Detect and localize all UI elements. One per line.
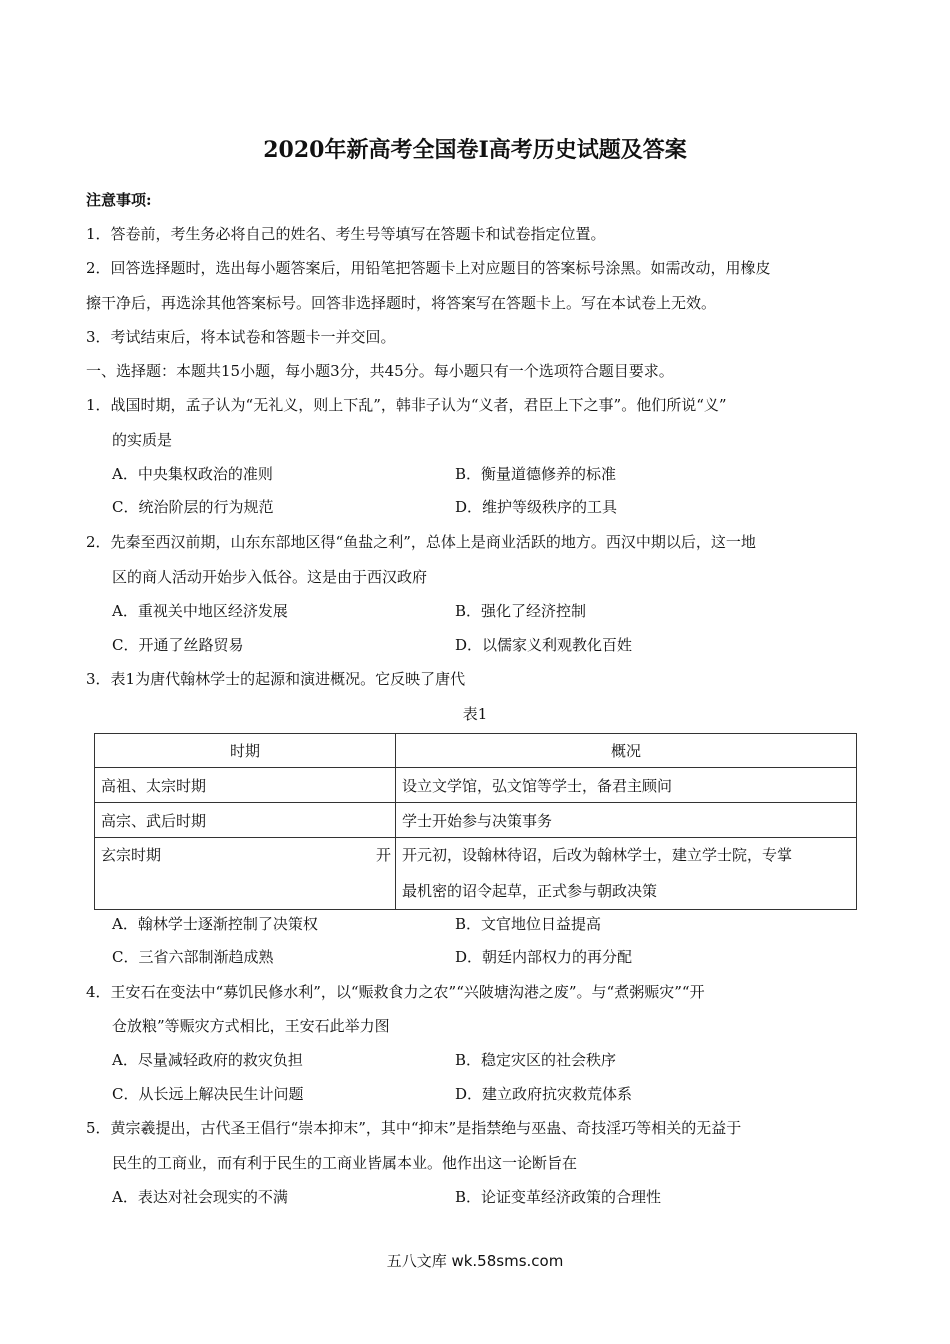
option-d: D．以儒家义利观教化百姓 — [455, 636, 633, 654]
table-cell-summary — [396, 838, 857, 910]
note-item: 3．考试结束后，将本试卷和答题卡一并交回。 — [86, 328, 396, 346]
option-a: A．中央集权政治的准则 — [112, 465, 273, 483]
option-b: B．强化了经济控制 — [455, 602, 587, 620]
table-summary-line: 最机密的诏令起草，正式参与朝政决策 — [402, 882, 658, 900]
table-caption: 表1 — [462, 705, 488, 723]
section-heading: 一、选择题：本题共15小题，每小题3分，共45分。每小题只有一个选项符合题目要求。 — [86, 362, 674, 380]
note-item: 2．回答选择题时，选出每小题答案后，用铅笔把答题卡上对应题目的答案标号涂黑。如需改动，用橡皮 — [86, 259, 771, 277]
option-b: B．文官地位日益提高 — [455, 915, 602, 933]
note-item: 擦干净后，再选涂其他答案标号。回答非选择题时，将答案写在答题卡上。写在本试卷上无效。 — [86, 294, 717, 312]
page-title: 2020年新高考全国卷Ⅰ高考历史试题及答案 — [263, 137, 687, 163]
table-header-row — [95, 734, 857, 768]
option-a: A．尽量减轻政府的救灾负担 — [112, 1051, 303, 1069]
table-cell-period — [95, 838, 396, 910]
table-cell-overflow-char: 开 — [375, 846, 391, 864]
table-header: 时期 — [95, 734, 396, 768]
question-stem: 3．表1为唐代翰林学士的起源和演进概况。它反映了唐代 — [86, 670, 466, 688]
option-c: C．从长远上解决民生计问题 — [112, 1085, 304, 1103]
table-row — [95, 768, 857, 803]
option-d: D．维护等级秩序的工具 — [455, 498, 618, 516]
option-d: D．建立政府抗灾救荒体系 — [455, 1085, 633, 1103]
notes-heading: 注意事项: — [86, 191, 152, 209]
option-a: A．翰林学士逐渐控制了决策权 — [112, 915, 318, 933]
table-cell-summary: 设立文学馆，弘文馆等学士，备君主顾问 — [396, 768, 857, 803]
question-stem: 的实质是 — [112, 431, 173, 449]
table-cell-period: 高宗、武后时期 — [95, 803, 396, 838]
option-b: B．论证变革经济政策的合理性 — [455, 1188, 662, 1206]
option-c: C．统治阶层的行为规范 — [112, 498, 274, 516]
option-a: A．重视关中地区经济发展 — [112, 602, 288, 620]
table-cell-period: 高祖、太宗时期 — [95, 768, 396, 803]
table-row — [95, 803, 857, 838]
question-stem: 5．黄宗羲提出，古代圣王倡行“崇本抑末”，其中“抑末”是指禁绝与巫蛊、奇技淫巧等相关的无益于 — [86, 1119, 742, 1137]
option-d: D．朝廷内部权力的再分配 — [455, 948, 633, 966]
page-footer: 五八文库 wk.58sms.com — [386, 1252, 564, 1270]
question-stem: 民生的工商业，而有利于民生的工商业皆属本业。他作出这一论断旨在 — [112, 1154, 578, 1172]
question-stem: 仓放粮”等赈灾方式相比，王安石此举力图 — [112, 1017, 390, 1035]
option-b: B．衡量道德修养的标准 — [455, 465, 617, 483]
question-stem: 2．先秦至西汉前期，山东东部地区得“鱼盐之利”，总体上是商业活跃的地方。西汉中期以后，这一地 — [86, 533, 756, 551]
option-c: C．开通了丝路贸易 — [112, 636, 244, 654]
question-stem: 4．王安石在变法中“募饥民修水利”，以“赈救食力之农”“兴陂塘沟港之废”。与“煮粥赈灾”“开 — [86, 983, 705, 1001]
table-header: 概况 — [396, 734, 857, 768]
table-row — [95, 838, 857, 910]
option-a: A．表达对社会现实的不满 — [112, 1188, 288, 1206]
note-item: 1．答卷前，考生务必将自己的姓名、考生号等填写在答题卡和试卷指定位置。 — [86, 225, 606, 243]
question-stem: 1．战国时期，孟子认为“无礼义，则上下乱”，韩非子认为“义者，君臣上下之事”。他们所说“义” — [86, 396, 727, 414]
history-table — [94, 733, 857, 910]
option-b: B．稳定灾区的社会秩序 — [455, 1051, 617, 1069]
table-cell-summary: 学士开始参与决策事务 — [396, 803, 857, 838]
option-c: C．三省六部制渐趋成熟 — [112, 948, 274, 966]
question-stem: 区的商人活动开始步入低谷。这是由于西汉政府 — [112, 568, 428, 586]
table-summary-line: 开元初，设翰林待诏，后改为翰林学士，建立学士院，专掌 — [402, 846, 793, 864]
table-cell-period-text: 玄宗时期 — [101, 846, 162, 864]
